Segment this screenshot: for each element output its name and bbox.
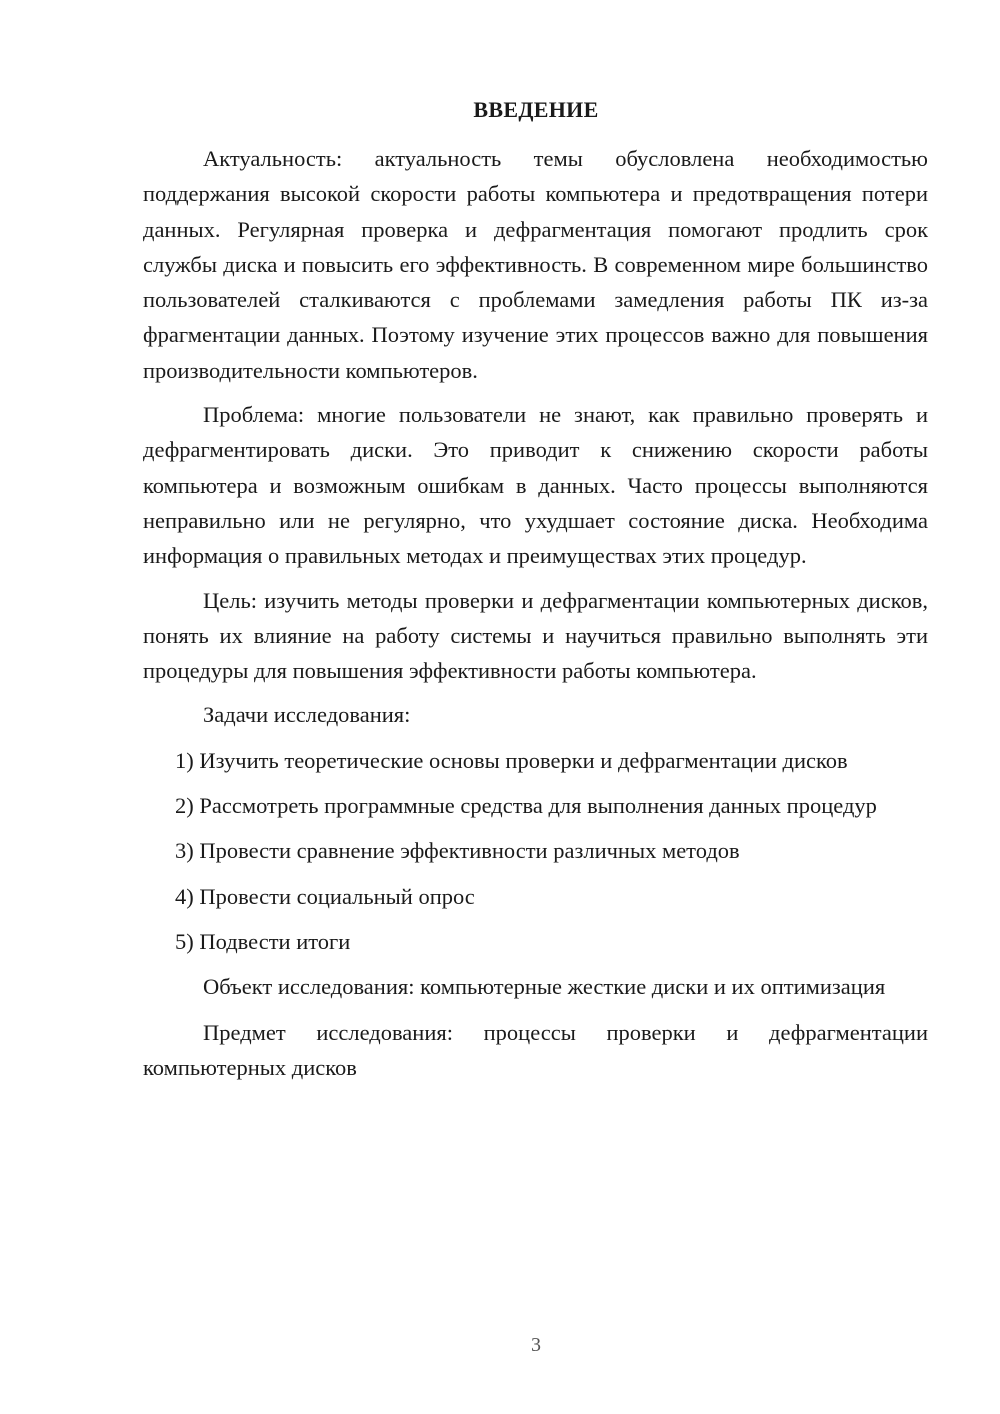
- page-title: ВВЕДЕНИЕ: [473, 97, 599, 122]
- task-item-5: 5) Подвести итоги: [175, 928, 351, 954]
- paragraph-relevance: Актуальность: актуальность темы обусловлена необходимостью поддержания высокой скорости работы компьютера и предотвращения потери данных. Регулярная проверка и дефрагментация помогают продлить срок службы диска и повысить его эффективность. В современном мире большинство пользователей сталкиваются с проблемами замедления работы ПК из-за фрагментации данных. Поэтому изучение этих процессов важно для повышения производительности компьютеров.: [143, 146, 928, 383]
- task-item-3: 3) Провести сравнение эффективности различных методов: [175, 838, 740, 864]
- task-item-4: 4) Провести социальный опрос: [175, 883, 475, 909]
- paragraph-goal: Цель: изучить методы проверки и дефрагментации компьютерных дисков, понять их влияние на работу системы и научиться правильно выполнять эти процедуры для повышения эффективности работы компьютера.: [143, 587, 928, 684]
- task-item-1: 1) Изучить теоретические основы проверки и дефрагментации дисков: [175, 747, 848, 773]
- paragraph-problem: Проблема: многие пользователи не знают, как правильно проверять и дефрагментировать диски. Это приводит к снижению скорости работы компьютера и возможным ошибкам в данных. Часто процессы выполняются неправильно или не регулярно, что ухудшает состояние диска. Необходима информация о правильных методах и преимуществах этих процедур.: [143, 402, 928, 569]
- page-number: 3: [531, 1334, 541, 1356]
- paragraph-tasks-heading: Задачи исследования:: [203, 702, 411, 728]
- task-item-2: 2) Рассмотреть программные средства для выполнения данных процедур: [175, 793, 877, 819]
- paragraph-object: Объект исследования: компьютерные жесткие диски и их оптимизация: [203, 974, 886, 1000]
- document-body: [143, 141, 928, 1085]
- paragraph-subject: Предмет исследования: процессы проверки и дефрагментации компьютерных дисков: [143, 1019, 928, 1080]
